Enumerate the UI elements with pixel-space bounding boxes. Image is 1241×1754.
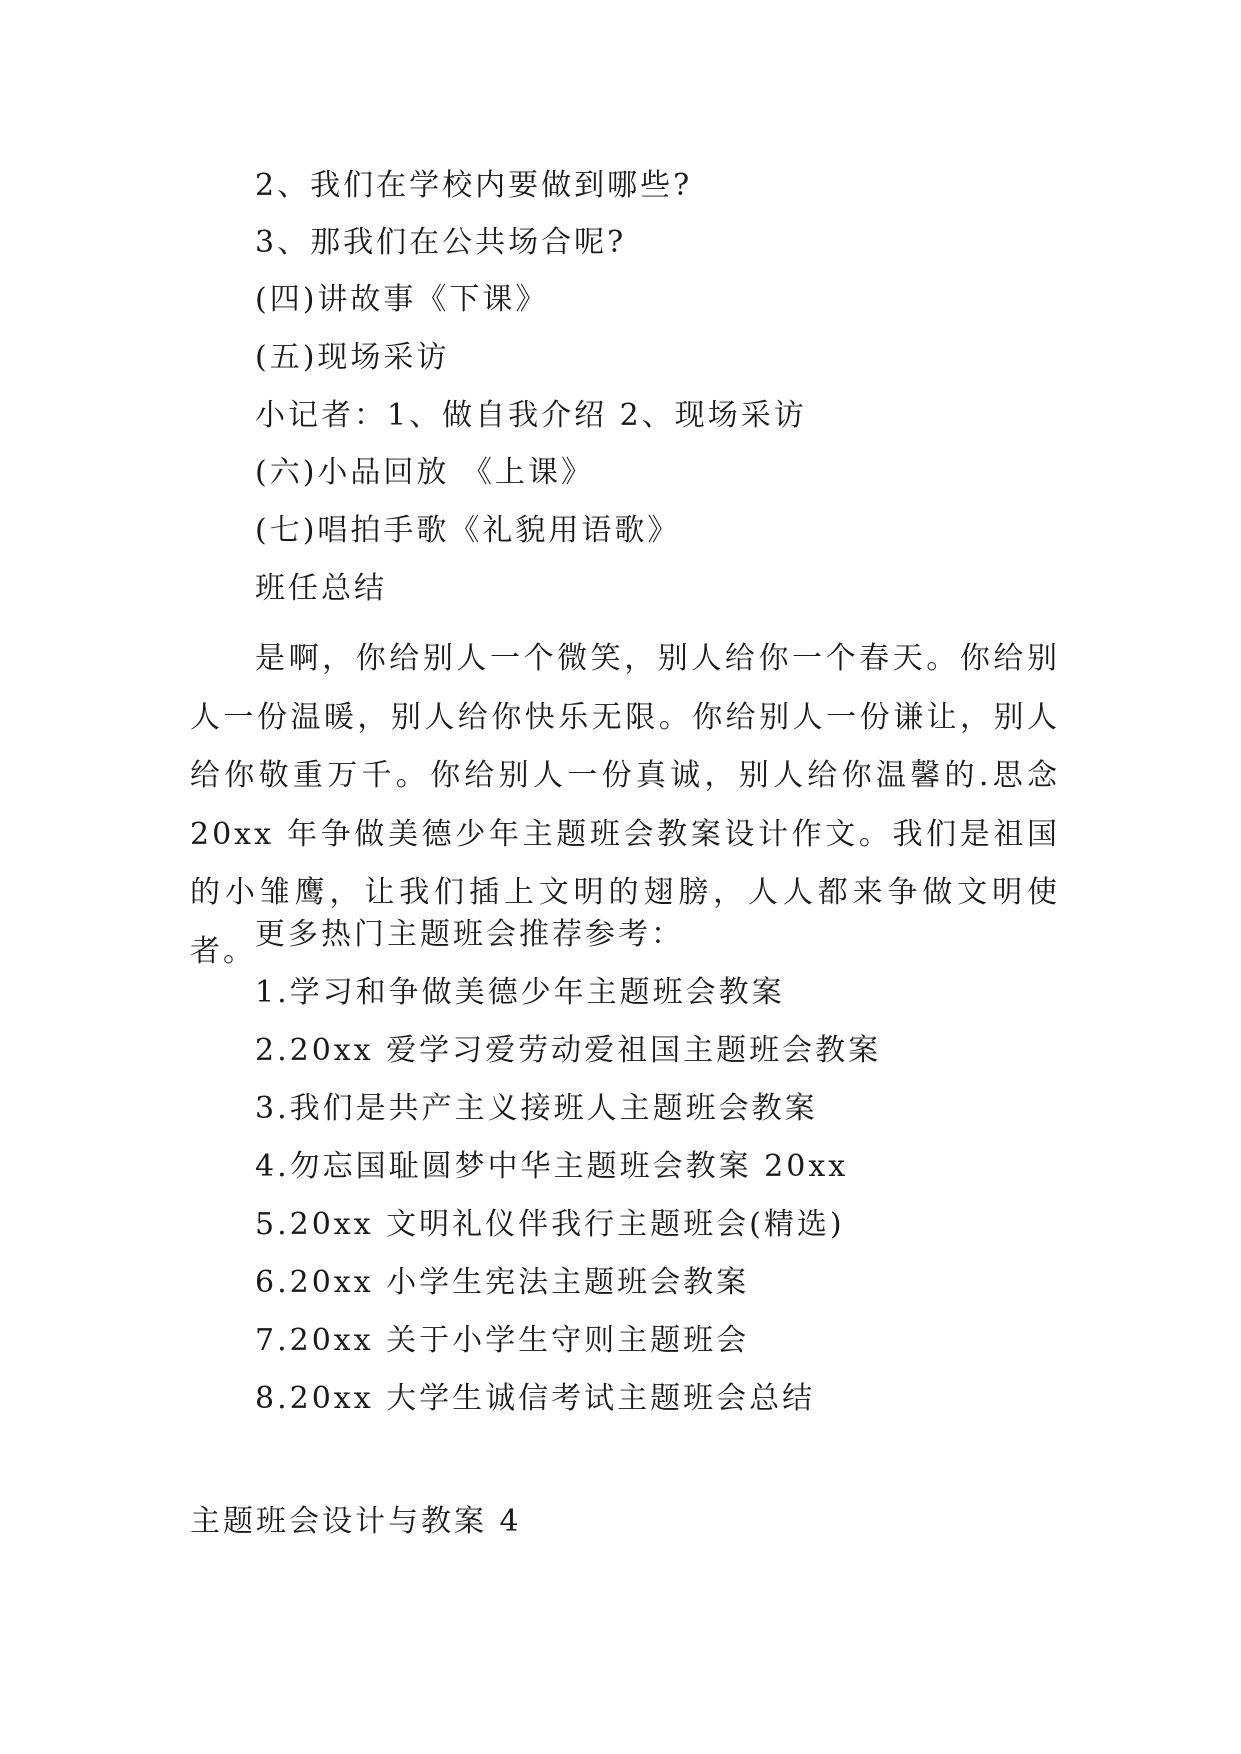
step-storytelling: (四)讲故事《下课》 xyxy=(255,282,549,317)
reporter-line: 小记者：1、做自我介绍 2、现场采访 xyxy=(255,398,807,433)
teacher-summary-heading: 班任总结 xyxy=(255,571,387,606)
question-line-2: 2、我们在学校内要做到哪些? xyxy=(255,168,693,203)
recommendation-link[interactable]: 7.20xx 关于小学生守则主题班会 xyxy=(255,1323,750,1358)
step-interview: (五)现场采访 xyxy=(255,340,450,375)
recommendation-link[interactable]: 3.我们是共产主义接班人主题班会教案 xyxy=(255,1091,818,1126)
step-clapping-song: (七)唱拍手歌《礼貌用语歌》 xyxy=(255,513,681,548)
recommendation-link[interactable]: 4.勿忘国耻圆梦中华主题班会教案 20xx xyxy=(255,1149,849,1184)
more-recommendations-heading: 更多热门主题班会推荐参考： xyxy=(255,917,684,952)
summary-paragraph: 是啊，你给别人一个微笑，别人给你一个春天。你给别人一份温暖，别人给你快乐无限。你给别人一份谦让，别人给你敬重万千。你给别人一份真诚，别人给你温馨的.思念 20xx 年争做美德少年主题班会教案设计作文。我们是祖国的小雏鹰，让我们插上文明的翅膀，人人都来争做文明使者。 xyxy=(190,641,1060,969)
recommendation-link[interactable]: 1.学习和争做美德少年主题班会教案 xyxy=(255,975,785,1010)
step-skit-replay: (六)小品回放 《上课》 xyxy=(255,455,594,490)
recommendation-link[interactable]: 8.20xx 大学生诚信考试主题班会总结 xyxy=(255,1381,816,1416)
recommendation-link[interactable]: 5.20xx 文明礼仪伴我行主题班会(精选) xyxy=(255,1207,845,1242)
section-title: 主题班会设计与教案 4 xyxy=(190,1504,522,1539)
recommendation-link[interactable]: 6.20xx 小学生宪法主题班会教案 xyxy=(255,1265,750,1300)
question-line-3: 3、那我们在公共场合呢? xyxy=(255,225,627,260)
recommendation-link[interactable]: 2.20xx 爱学习爱劳动爱祖国主题班会教案 xyxy=(255,1033,882,1068)
